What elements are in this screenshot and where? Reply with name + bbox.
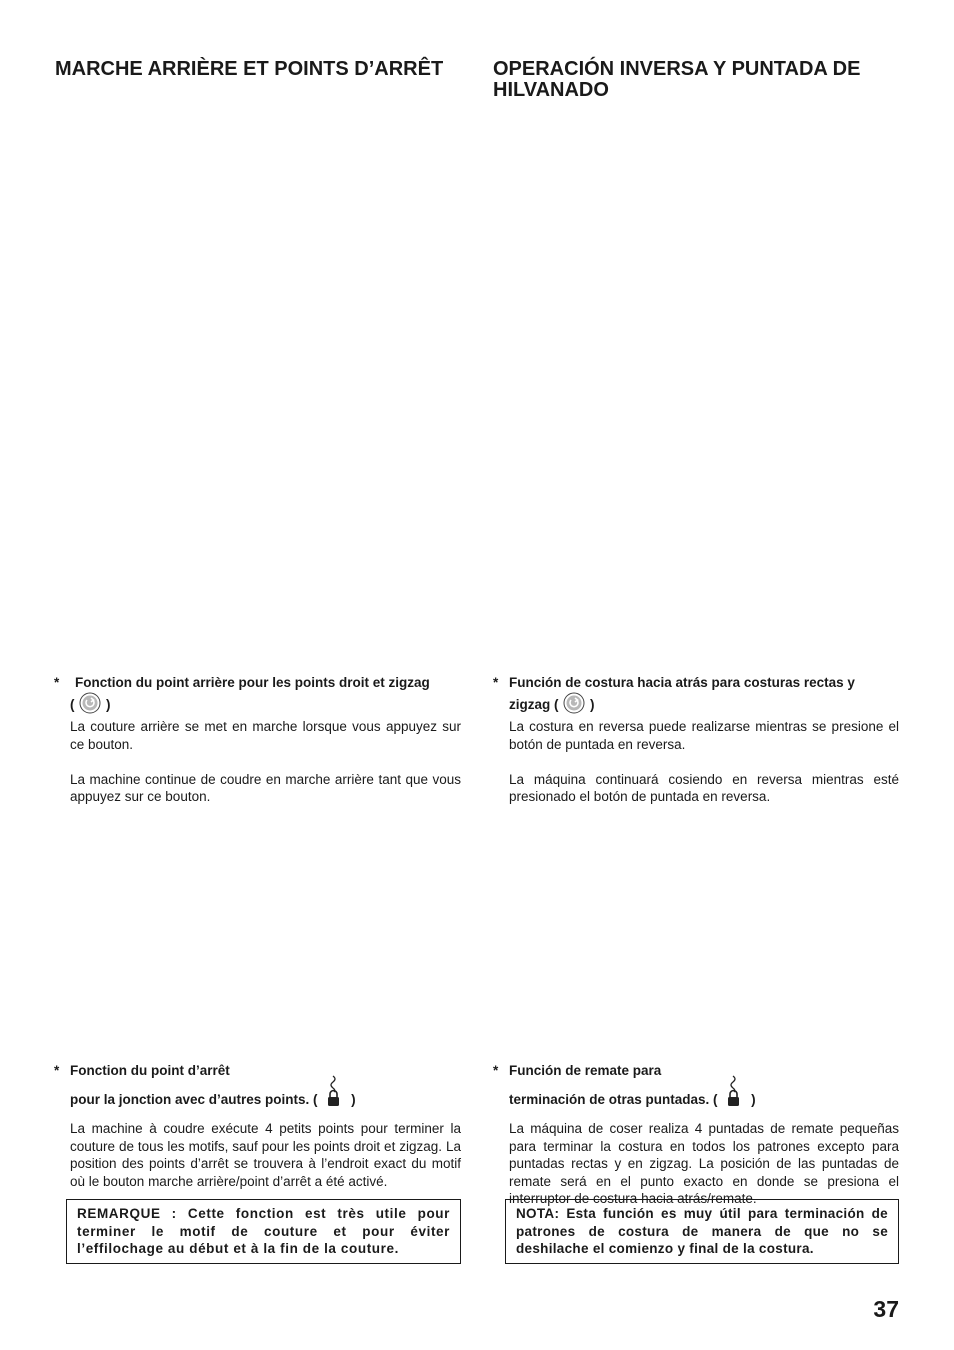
reverse-stitch-icon: [78, 692, 102, 719]
es-lock-p1: La máquina de coser realiza 4 puntadas de remate pequeñas para terminar la costura en todos los patrones excepto para puntadas rectas y en zigzag. La posición de las puntadas de remate será en el punto exacto en donde se presiona el interruptor de costura hacia atrás/remate.: [509, 1121, 899, 1206]
es-reverse-p2: La máquina continuará cosiendo en reversa mientras esté presionado el botón de puntada en reversa.: [509, 771, 899, 804]
es-reverse-title-line2: [509, 692, 899, 719]
fr-reverse-function: [54, 674, 461, 806]
bullet-star: *: [54, 675, 60, 690]
es-reverse-title-b: zigzag (: [509, 696, 559, 712]
fr-note-box: REMARQUE : Cette fonction est très utile pour terminer le motif de couture et pour éviter l’effilochage au début et à la fin de la couture.: [66, 1199, 461, 1264]
fr-reverse-title-line2: [70, 692, 461, 719]
paren-close: ): [590, 696, 595, 712]
lock-stitch-icon: [721, 1074, 747, 1115]
page-number: 37: [873, 1296, 899, 1322]
fr-lock-function: [54, 1062, 461, 1190]
fr-lock-title-b: pour la jonction avec d’autres points. (: [70, 1091, 318, 1107]
paren-open: (: [70, 696, 75, 712]
es-reverse-title: Función de costura hacia atrás para costuras rectas y: [509, 675, 855, 690]
bullet-star: *: [493, 1063, 499, 1078]
lock-stitch-icon: [321, 1074, 347, 1115]
heading-spanish: OPERACIÓN INVERSA Y PUNTADA DE HILVANADO: [493, 58, 861, 101]
es-note-box: NOTA: Esta función es muy útil para terminación de patrones de costura de manera de que no se deshilache el comienzo y final de la costura.: [505, 1199, 899, 1264]
fr-lock-title: Fonction du point d’arrêt: [70, 1063, 230, 1078]
es-lock-title-line2: [509, 1080, 899, 1121]
heading-french: MARCHE ARRIÈRE ET POINTS D’ARRÊT: [55, 58, 444, 80]
es-reverse-p1: La costura en reversa puede realizarse mientras se presione el botón de puntada en reversa.: [509, 719, 899, 752]
fr-lock-p1: La machine à coudre exécute 4 petits points pour terminer la couture de tous les motifs, sauf pour les points droit et zigzag. La position des points d’arrêt se trouvera à l’endroit exact du motif où le bouton marche arrière/point d’arrêt a été activé.: [70, 1121, 461, 1189]
bullet-star: *: [54, 1063, 60, 1078]
fr-reverse-p2: La machine continue de coudre en marche arrière tant que vous appuyez sur ce bouton.: [70, 771, 461, 804]
paren-close: ): [351, 1091, 356, 1107]
es-reverse-function: [493, 674, 899, 806]
es-lock-title: Función de remate para: [509, 1063, 662, 1078]
fr-reverse-title: Fonction du point arrière pour les points droit et zigzag: [75, 675, 430, 690]
fr-lock-title-line2: [70, 1080, 461, 1121]
fr-reverse-p1: La couture arrière se met en marche lorsque vous appuyez sur ce bouton.: [70, 719, 461, 752]
paren-close: ): [751, 1091, 756, 1107]
bullet-star: *: [493, 675, 499, 690]
es-lock-title-b: terminación de otras puntadas. (: [509, 1091, 718, 1107]
es-lock-function: [493, 1062, 899, 1208]
paren-close: ): [106, 696, 111, 712]
reverse-stitch-icon: [562, 692, 586, 719]
